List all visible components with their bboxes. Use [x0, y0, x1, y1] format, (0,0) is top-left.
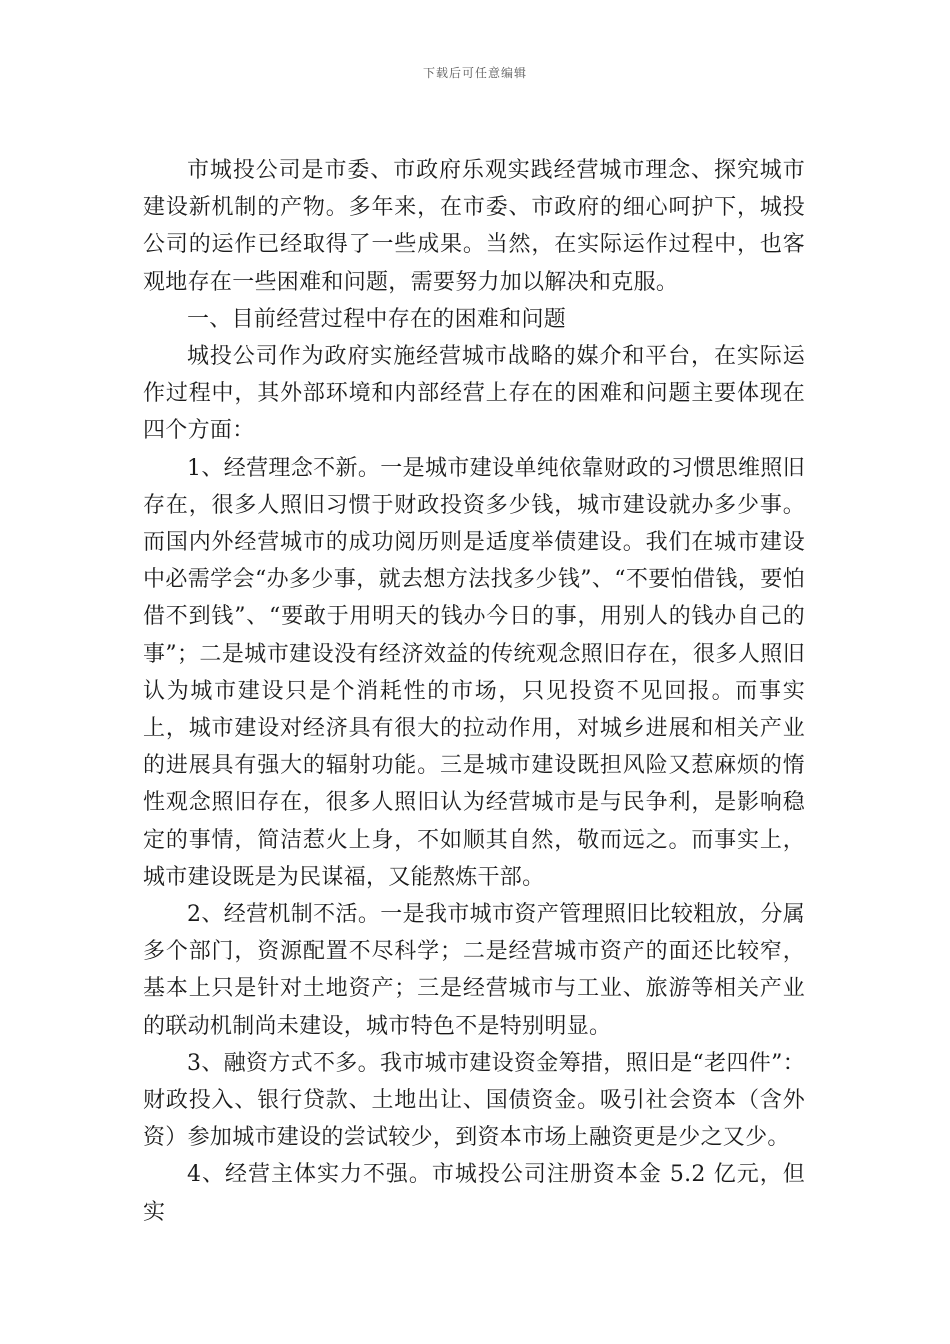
page-header-note: 下载后可任意编辑: [422, 66, 527, 80]
document-body: [143, 152, 805, 1231]
section-heading: 一、目前经营过程中存在的困难和问题: [187, 306, 567, 332]
paragraph-point-3: 3、融资方式不多。我市城市建设资金筹措，照旧是“老四件”：财政投入、银行贷款、土地出让、国债资金。吸引社会资本（含外资）参加城市建设的尝试较少，到资本市场上融资更是少之又少。: [143, 1050, 805, 1151]
paragraph-intro: 市城投公司是市委、市政府乐观实践经营城市理念、探究城市建设新机制的产物。多年来，在市委、市政府的细心呵护下，城投公司的运作已经取得了一些成果。当然，在实际运作过程中，也客观地存在一些困难和问题，需要努力加以解决和克服。: [143, 158, 805, 295]
paragraph-point-4: 4、经营主体实力不强。市城投公司注册资本金 5.2 亿元，但实: [143, 1162, 805, 1225]
paragraph-point-1: 1、经营理念不新。一是城市建设单纯依靠财政的习惯思维照旧存在，很多人照旧习惯于财政投资多少钱，城市建设就办多少事。而国内外经营城市的成功阅历则是适度举债建设。我们在城市建设中必需学会“办多少事，就去想方法找多少钱”、“不要怕借钱，要怕借不到钱”、“要敢于用明天的钱办今日的事，用别人的钱办自己的事”；二是城市建设没有经济效益的传统观念照旧存在，很多人照旧认为城市建设只是个消耗性的市场，只见投资不见回报。而事实上，城市建设对经济具有很大的拉动作用，对城乡进展和相关产业的进展具有强大的辐射功能。三是城市建设既担风险又惹麻烦的惰性观念照旧存在，很多人照旧认为经营城市是与民争利，是影响稳定的事情，简洁惹火上身，不如顺其自然，敬而远之。而事实上，城市建设既是为民谋福，又能熬炼干部。: [143, 455, 805, 890]
paragraph-point-2: 2、经营机制不活。一是我市城市资产管理照旧比较粗放，分属多个部门，资源配置不尽科学；二是经营城市资产的面还比较窄，基本上只是针对土地资产；三是经营城市与工业、旅游等相关产业的联动机制尚未建设，城市特色不是特别明显。: [143, 902, 805, 1039]
paragraph-overview: 城投公司作为政府实施经营城市战略的媒介和平台，在实际运作过程中，其外部环境和内部经营上存在的困难和问题主要体现在四个方面：: [143, 344, 805, 444]
